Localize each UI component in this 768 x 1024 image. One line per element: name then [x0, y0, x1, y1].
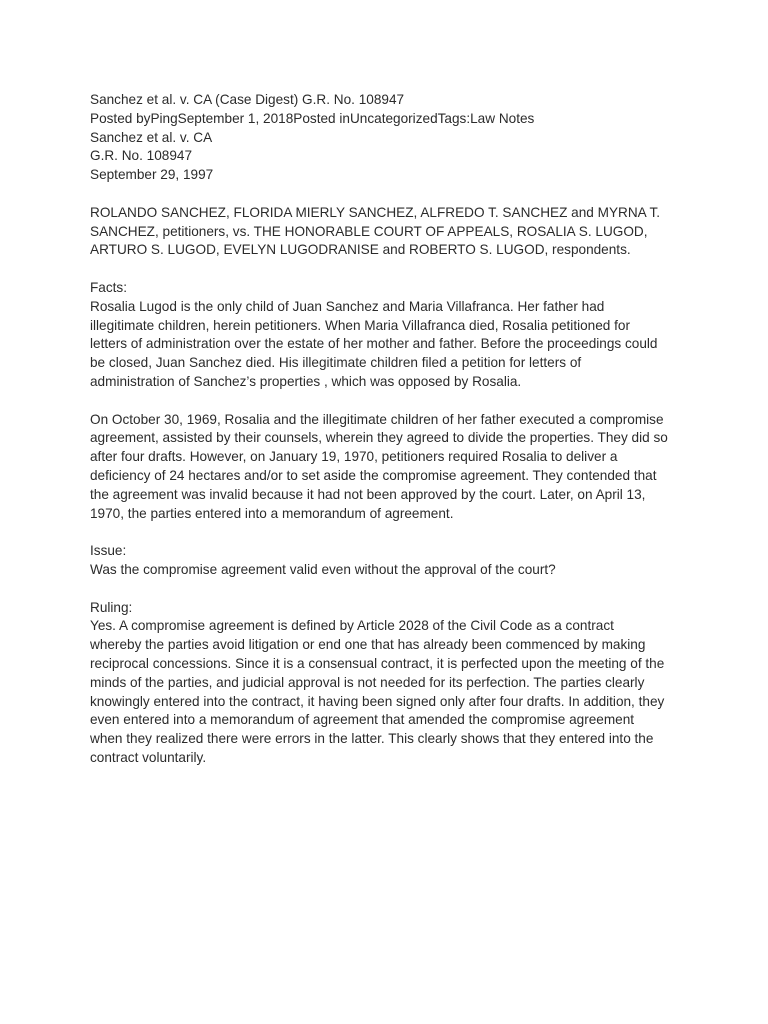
- facts-line: administration of Sanchez’s properties , which was opposed by Rosalia.: [90, 373, 522, 389]
- ruling-line: when they realized there were errors in the latter. This clearly shows that they entered into the: [90, 731, 654, 747]
- facts-line: On October 30, 1969, Rosalia and the illegitimate children of her father executed a compromise: [90, 411, 664, 427]
- document-body: [90, 91, 680, 768]
- ruling-line: contract voluntarily.: [90, 749, 207, 765]
- facts-line: letters of administration over the estate of her mother and father. Before the proceedings could: [90, 336, 658, 352]
- ruling-line: reciprocal concessions. Since it is a consensual contract, it is perfected upon the meeting of the: [90, 655, 665, 671]
- spacer: [90, 185, 680, 204]
- ruling-heading: Ruling:: [90, 599, 133, 615]
- issue-section: [90, 542, 680, 580]
- facts-section: [90, 279, 680, 523]
- ruling-line: even entered into a memorandum of agreement that amended the compromise agreement: [90, 712, 635, 728]
- spacer: [90, 580, 680, 599]
- facts-line: deficiency of 24 hectares and/or to set aside the compromise agreement. They contended that: [90, 467, 657, 483]
- ruling-line: minds of the parties, and judicial approval is not needed for its perfection. The parties clearly: [90, 674, 645, 690]
- parties-line: SANCHEZ, petitioners, vs. THE HONORABLE COURT OF APPEALS, ROSALIA S. LUGOD,: [90, 223, 648, 239]
- document-title: Sanchez et al. v. CA (Case Digest) G.R. No. 108947: [90, 92, 405, 107]
- spacer: [90, 392, 680, 411]
- ruling-section: [90, 599, 680, 768]
- facts-line: illegitimate children, herein petitioners. When Maria Villafranca died, Rosalia petitioned for: [90, 317, 631, 333]
- facts-line: the agreement was invalid because it had not been approved by the court. Later, on April 13,: [90, 486, 646, 502]
- parties-line: ARTURO S. LUGOD, EVELYN LUGODRANISE and ROBERTO S. LUGOD, respondents.: [90, 242, 631, 258]
- facts-line: after four drafts. However, on January 19, 1970, petitioners required Rosalia to deliver a: [90, 449, 618, 465]
- facts-line: Rosalia Lugod is the only child of Juan Sanchez and Maria Villafranca. Her father had: [90, 298, 605, 314]
- spacer: [90, 260, 680, 279]
- facts-line: 1970, the parties entered into a memorandum of agreement.: [90, 505, 454, 521]
- issue-line: Was the compromise agreement valid even without the approval of the court?: [90, 561, 556, 577]
- facts-line: agreement, assisted by their counsels, wherein they agreed to divide the properties. They did so: [90, 430, 668, 446]
- parties-block: [90, 204, 680, 260]
- case-name: Sanchez et al. v. CA: [90, 129, 213, 145]
- case-number: G.R. No. 108947: [90, 148, 193, 164]
- ruling-line: whereby the parties avoid litigation or end one that has already been commenced by making: [90, 637, 646, 653]
- ruling-line: knowingly entered into the contract, it having been signed only after four drafts. In addition, they: [90, 693, 665, 709]
- issue-heading: Issue:: [90, 543, 127, 559]
- post-meta: Posted byPingSeptember 1, 2018Posted inUncategorizedTags:Law Notes: [90, 110, 535, 126]
- spacer: [90, 523, 680, 542]
- ruling-line: Yes. A compromise agreement is defined by Article 2028 of the Civil Code as a contract: [90, 618, 614, 634]
- case-date: September 29, 1997: [90, 167, 214, 183]
- header-block: [90, 91, 680, 185]
- facts-line: be closed, Juan Sanchez died. His illegitimate children filed a petition for letters of: [90, 355, 582, 371]
- parties-line: ROLANDO SANCHEZ, FLORIDA MIERLY SANCHEZ, ALFREDO T. SANCHEZ and MYRNA T.: [90, 204, 661, 220]
- facts-heading: Facts:: [90, 279, 128, 295]
